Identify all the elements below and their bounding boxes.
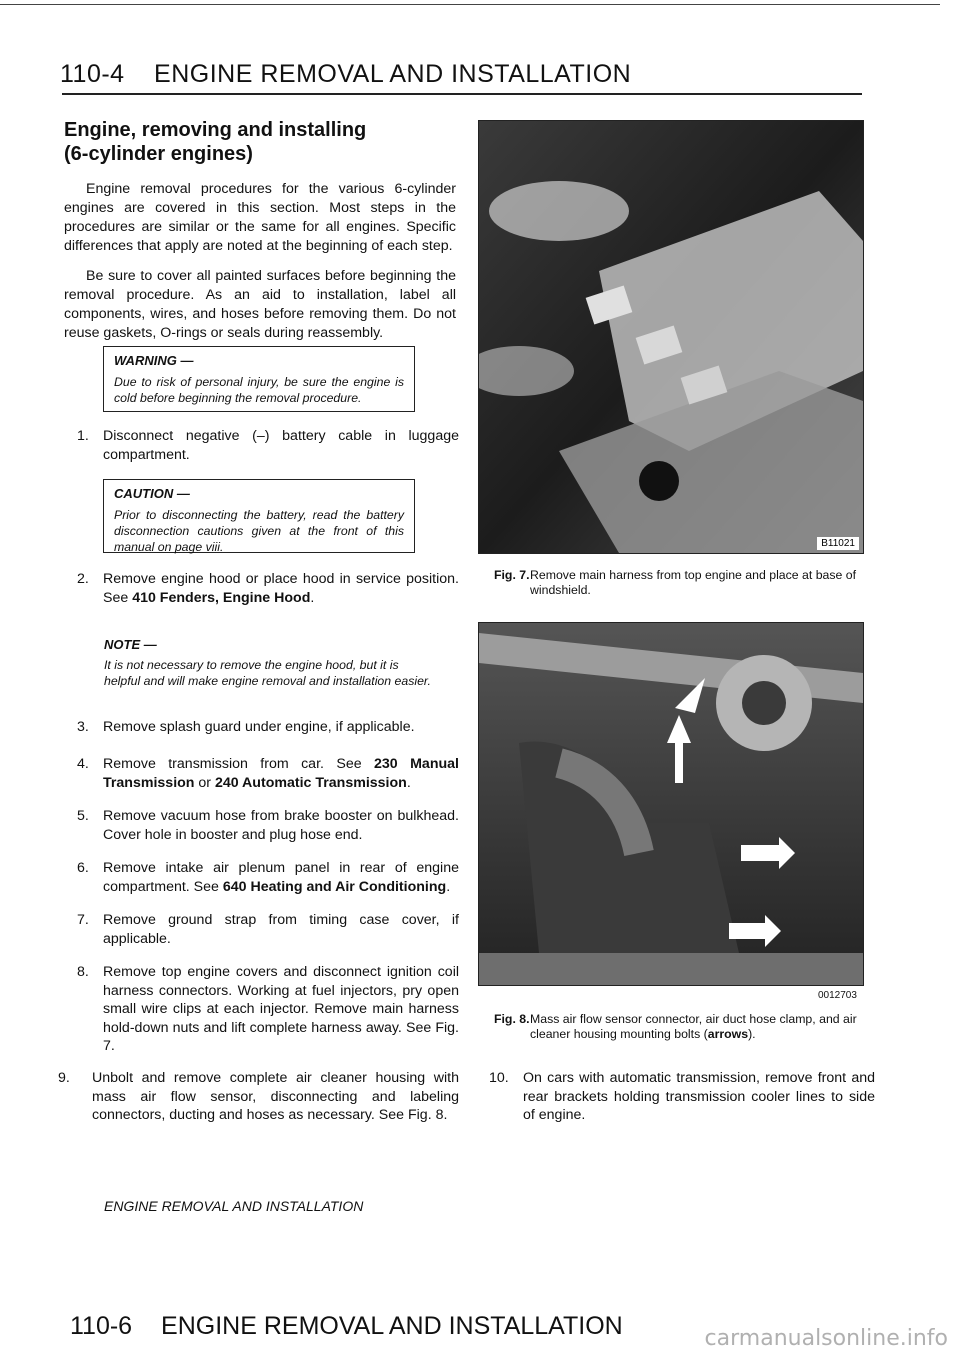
step-number: 8. [77, 964, 89, 980]
step-number: 6. [77, 860, 89, 876]
note-text: It is not necessary to remove the engine hood, but it is helpful and will make engine removal and installation easier. [104, 658, 431, 688]
step-text: Remove splash guard under engine, if applicable. [103, 719, 415, 735]
step-text: Unbolt and remove complete air cleaner housing with mass air flow sensor, disconnecting and labeling connectors, ducting and hoses as necessary. See Fig. 8. [92, 1070, 459, 1123]
step-number: 2. [77, 571, 89, 587]
step-number: 7. [77, 912, 89, 928]
fig7-caption-text: Remove main harness from top engine and place at base of windshield. [530, 568, 857, 597]
step-5 [77, 807, 459, 844]
note-heading: NOTE — [104, 637, 157, 652]
warning-heading: WARNING — [114, 353, 194, 368]
warning-box [103, 346, 415, 412]
fig8-caption-post: ). [748, 1027, 756, 1041]
step-number: 5. [77, 808, 89, 824]
intro-paragraph-2: Be sure to cover all painted surfaces before beginning the removal procedure. As an aid to installation, label all components, wires, and hoses before removing them. Do not reuse gaskets, O-rings or seals during reassembly. [64, 268, 456, 341]
step-text [95, 859, 459, 896]
step-text: On cars with automatic transmission, remove front and rear brackets holding transmission cooler lines to side of engine. [523, 1070, 875, 1123]
step-10 [489, 1069, 875, 1125]
step-3 [77, 718, 459, 737]
fig7-code: B11021 [817, 537, 859, 550]
step-text-post: . [446, 878, 451, 895]
step-text [95, 570, 459, 607]
top-border-line [0, 4, 940, 5]
fig7-engine-photo-illustration [479, 121, 863, 553]
step-text: Remove top engine covers and disconnect ignition coil harness connectors. Working at fuel injectors, pry open small wire clips at each injector. Remove main harness hold-down nuts and lift complete harness away. See Fig. 7. [103, 964, 459, 1054]
caution-text: Prior to disconnecting the battery, read the battery disconnection cautions given at the front of this manual on page viii. [114, 508, 404, 554]
note-block [104, 637, 434, 689]
step-text: Remove vacuum hose from brake booster on bulkhead. Cover hole in booster and plug hose end. [103, 808, 459, 843]
step-2 [77, 570, 459, 607]
step-number: 3. [77, 719, 89, 735]
fig8-photo [478, 622, 864, 986]
header-rule [62, 93, 862, 95]
footer-italic-title: ENGINE REMOVAL AND INSTALLATION [104, 1198, 364, 1214]
step-4 [77, 755, 459, 792]
fig8-caption-pre: Mass air flow sensor connector, air duct hose clamp, and air cleaner housing mounting bolts ( [530, 1012, 857, 1041]
step-text-ref: 230 Manual Transmission [103, 756, 459, 791]
step-number: 1. [77, 428, 89, 444]
fig7-caption [494, 568, 874, 598]
section-title-line2: (6-cylinder engines) [64, 143, 253, 165]
step-9 [58, 1069, 459, 1125]
step-text-pre: Remove engine hood or place hood in service position. See [103, 571, 459, 606]
caution-box [103, 479, 415, 553]
step-text-ref: 640 Heating and Air Conditioning [222, 878, 447, 895]
fig8-caption [494, 1012, 874, 1042]
step-6 [77, 859, 459, 896]
step-number: 9. [58, 1070, 70, 1086]
step-text-pre: Remove intake air plenum panel in rear of engine compartment. See [103, 860, 459, 895]
caution-heading: CAUTION — [114, 486, 190, 501]
step-number: 4. [77, 756, 89, 772]
step-text-ref: 410 Fenders, Engine Hood [132, 589, 311, 606]
step-8 [77, 963, 459, 1056]
footer-page-number: 110-6 [70, 1312, 133, 1340]
section-title [64, 118, 484, 166]
step-text-pre: Remove transmission from car. See [103, 756, 375, 772]
header-title: ENGINE REMOVAL AND INSTALLATION [154, 60, 632, 88]
fig7-label: Fig. 7. [494, 568, 530, 582]
step-1 [77, 427, 459, 464]
step-text-ref-2: 240 Automatic Transmission [214, 774, 407, 791]
step-text-mid: or [194, 774, 215, 791]
fig8-caption-bold: arrows [707, 1027, 749, 1041]
warning-text: Due to risk of personal injury, be sure the engine is cold before beginning the removal procedure. [114, 375, 404, 405]
fig7-photo [478, 120, 864, 554]
step-7 [77, 911, 459, 948]
step-text [95, 755, 459, 792]
step-text: Disconnect negative (–) battery cable in luggage compartment. [103, 428, 459, 463]
footer-title: ENGINE REMOVAL AND INSTALLATION [161, 1312, 623, 1340]
fig8-label: Fig. 8. [494, 1012, 530, 1026]
section-title-line1: Engine, removing and installing [64, 119, 367, 141]
fig8-code: 0012703 [818, 990, 857, 1001]
step-text: Remove ground strap from timing case cover, if applicable. [103, 912, 459, 947]
step-text-post: . [406, 774, 411, 791]
page-header [60, 60, 631, 89]
fig8-caption-text [530, 1012, 866, 1042]
intro-paragraph-1: Engine removal procedures for the various 6-cylinder engines are covered in this section. Most steps in the procedures are similar or the same for all engines. Specific differences that apply are noted at the beginning of each step. [64, 181, 456, 254]
second-page-header [70, 1312, 623, 1341]
step-number: 10. [489, 1070, 509, 1086]
fig8-engine-bay-illustration [479, 623, 863, 985]
step-text-post: . [310, 589, 315, 606]
header-page-number: 110-4 [60, 60, 125, 88]
watermark: carmanualsonline.info [704, 1326, 948, 1351]
